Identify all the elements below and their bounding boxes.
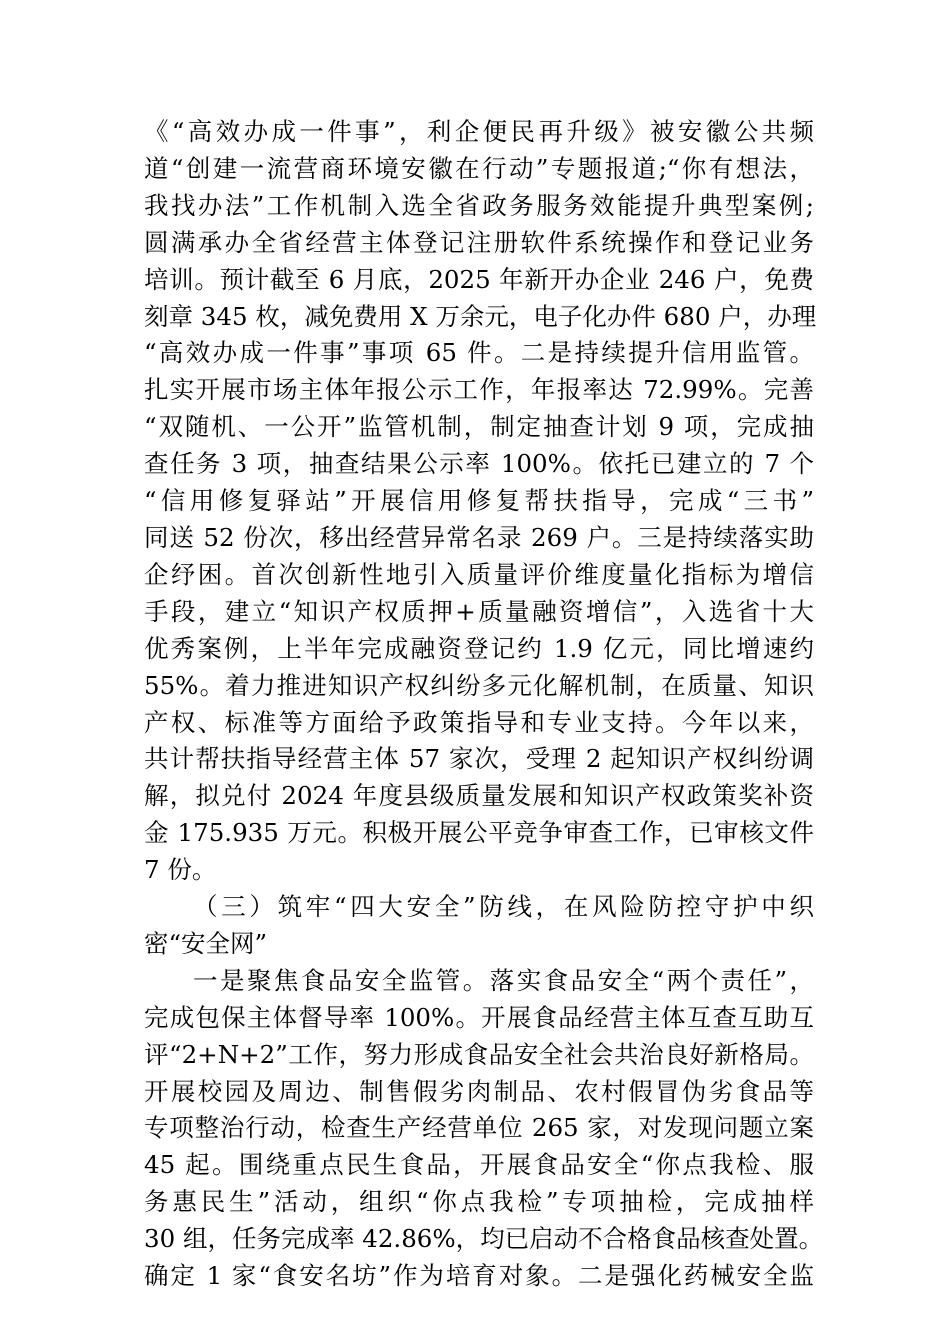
text-line: 道“创建一流营商环境安徽在行动”专题报道;“你有想法， — [144, 153, 814, 183]
section-heading: 密“安全网” — [144, 928, 268, 958]
section-heading: （三）筑牢“四大安全”防线，在风险防控守护中织 — [193, 892, 814, 922]
text-line: 金 175.935 万元。积极开展公平竞争审查工作，已审核文件 — [144, 818, 814, 848]
text-line: 同送 52 份次，移出经营异常名录 269 户。三是持续落实助 — [144, 522, 814, 552]
text-line: 务惠民生”活动，组织“你点我检”专项抽检，完成抽样 — [144, 1187, 814, 1217]
text-line: 圆满承办全省经营主体登记注册软件系统操作和登记业务 — [144, 227, 814, 257]
text-line: 企纾困。首次创新性地引入质量评价维度量化指标为增信 — [144, 559, 814, 589]
text-line: 开展校园及周边、制售假劣肉制品、农村假冒伪劣食品等 — [144, 1076, 814, 1106]
text-line: 培训。预计截至 6 月底，2025 年新开办企业 246 户，免费 — [144, 264, 814, 294]
text-line: 查任务 3 项，抽查结果公示率 100%。依托已建立的 7 个 — [144, 449, 814, 479]
text-line: 我找办法”工作机制入选全省政务服务效能提升典型案例; — [144, 190, 814, 220]
text-line: 7 份。 — [144, 855, 217, 885]
text-line: 扎实开展市场主体年报公示工作，年报率达 72.99%。完善 — [144, 375, 814, 405]
text-line: 一是聚焦食品安全监管。落实食品安全“两个责任”， — [193, 965, 814, 995]
text-line: 55%。着力推进知识产权纠纷多元化解机制，在质量、知识 — [144, 670, 814, 700]
text-line: 完成包保主体督导率 100%。开展食品经营主体互查互助互 — [144, 1002, 814, 1032]
text-line: “双随机、一公开”监管机制，制定抽查计划 9 项，完成抽 — [144, 412, 814, 442]
text-line: 解，拟兑付 2024 年度县级质量发展和知识产权政策奖补资 — [144, 781, 814, 811]
text-line: “高效办成一件事”事项 65 件。二是持续提升信用监管。 — [144, 338, 814, 368]
text-line: 30 组，任务完成率 42.86%，均已启动不合格食品核查处置。 — [144, 1224, 824, 1254]
text-line: “信用修复驿站”开展信用修复帮扶指导，完成“三书” — [144, 486, 814, 516]
text-line: 评“2+N+2”工作，努力形成食品安全社会共治良好新格局。 — [144, 1039, 814, 1069]
text-line: 专项整治行动，检查生产经营单位 265 家，对发现问题立案 — [144, 1113, 814, 1143]
text-line: 产权、标准等方面给予政策指导和专业支持。今年以来， — [144, 707, 814, 737]
text-line: 确定 1 家“食安名坊”作为培育对象。二是强化药械安全监 — [144, 1261, 814, 1291]
text-line: 优秀案例，上半年完成融资登记约 1.9 亿元，同比增速约 — [144, 633, 814, 663]
text-line: 手段，建立“知识产权质押+质量融资增信”，入选省十大 — [144, 596, 814, 626]
document-body — [144, 114, 824, 1295]
text-line: 刻章 345 枚，减免费用 X 万余元，电子化办件 680 户，办理 — [144, 301, 817, 331]
text-line: 共计帮扶指导经营主体 57 家次，受理 2 起知识产权纠纷调 — [144, 744, 814, 774]
text-line: 45 起。围绕重点民生食品，开展食品安全“你点我检、服 — [144, 1150, 814, 1180]
text-line: 《“高效办成一件事”，利企便民再升级》被安徽公共频 — [144, 117, 814, 146]
